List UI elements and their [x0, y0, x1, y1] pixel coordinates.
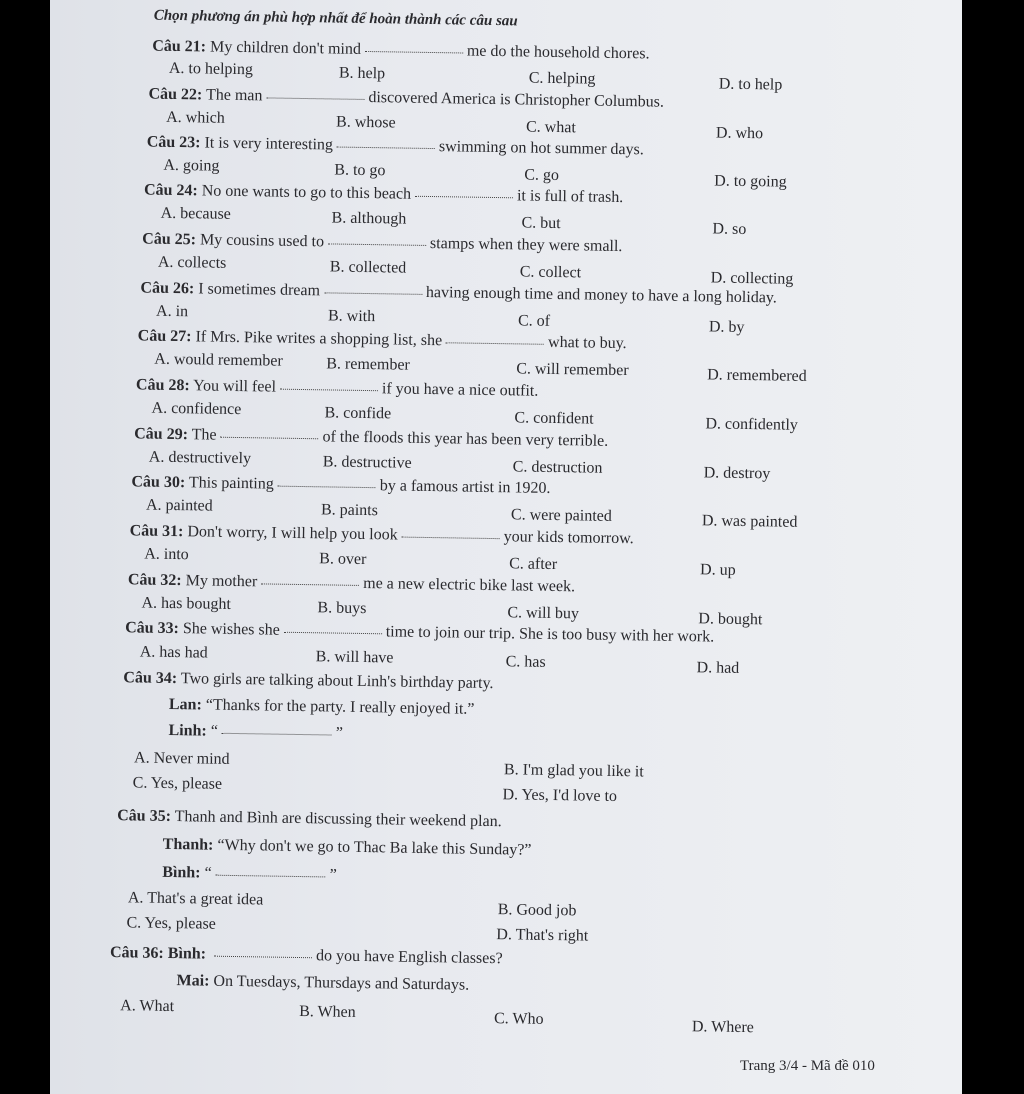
option-b: B. confide — [324, 404, 392, 423]
option-b: B. whose — [335, 113, 396, 132]
option-a: A. destructively — [148, 448, 252, 468]
question-28: Câu 28: You will feel if you have a nice outfit. — [135, 376, 539, 400]
option-a: A. painted — [145, 496, 213, 515]
option-c: C. confident — [514, 409, 594, 428]
answer-blank — [284, 631, 382, 635]
option-a: A. confidence — [151, 399, 242, 419]
question-21: Câu 21: My children don't mind me do the household chores. — [152, 37, 650, 63]
option-d: D. remembered — [707, 366, 807, 385]
dialogue-line: Bình: “ ” — [162, 863, 337, 884]
option-b: B. Good job — [497, 901, 577, 920]
question-31: Câu 31: Don't worry, I will help you look your kids tomorrow. — [129, 522, 634, 548]
answer-blank — [221, 436, 319, 440]
option-d: D. bought — [698, 610, 763, 629]
option-d: D. up — [699, 561, 736, 579]
page-content — [50, 0, 962, 1094]
option-d: D. to help — [718, 75, 783, 94]
option-c: C. Yes, please — [132, 774, 223, 793]
option-a: A. would remember — [154, 350, 283, 370]
question-25: Câu 25: My cousins used to stamps when they were small. — [142, 230, 623, 256]
option-b: B. paints — [320, 501, 379, 520]
option-d: D. by — [708, 318, 745, 336]
answer-blank — [415, 195, 513, 199]
option-a: A. in — [155, 302, 189, 321]
question-33: Câu 33: She wishes she time to join our trip. She is too busy with her work. — [125, 619, 715, 646]
option-d: D. to going — [714, 172, 787, 191]
exam-paper — [50, 0, 962, 1094]
question-26: Câu 26: I sometimes dream having enough time and money to have a long holiday. — [140, 279, 777, 307]
question-22: Câu 22: The man discovered America is Christopher Columbus. — [148, 85, 665, 111]
question-35: Câu 35: Thanh and Bình are discussing their weekend plan. — [117, 807, 502, 831]
question-30: Câu 30: This painting by a famous artist in 1920. — [131, 473, 551, 497]
option-b: B. to go — [334, 161, 386, 180]
option-b: B. collected — [329, 258, 407, 277]
answer-blank — [278, 485, 376, 489]
option-a: A. has had — [139, 643, 208, 662]
dialogue-line: Lan: “Thanks for the party. I really enjoyed it.” — [168, 695, 475, 718]
option-a: A. What — [120, 997, 175, 1016]
option-c: C. will remember — [516, 360, 629, 380]
option-c: C. collect — [519, 263, 582, 282]
answer-blank — [324, 291, 422, 295]
option-a: A. collects — [157, 253, 227, 272]
answer-blank — [214, 955, 312, 959]
option-d: D. had — [696, 659, 740, 677]
answer-blank — [216, 874, 326, 878]
option-a: A. because — [160, 204, 231, 223]
option-d: D. was painted — [701, 512, 798, 531]
option-c: C. of — [517, 312, 551, 330]
option-b: B. help — [338, 64, 386, 83]
option-c: C. what — [525, 118, 576, 137]
option-c: C. will buy — [507, 604, 580, 623]
option-b: B. will have — [315, 648, 394, 667]
option-b: B. I'm glad you like it — [503, 761, 644, 781]
question-36: Câu 36: Bình: do you have English classes? — [109, 944, 503, 968]
option-c: C. destruction — [512, 458, 603, 477]
answer-blank — [446, 341, 544, 345]
answer-blank — [337, 146, 435, 150]
option-c: C. helping — [528, 69, 596, 88]
question-29: Câu 29: The of the floods this year has been very terrible. — [134, 425, 609, 450]
option-c: C. has — [505, 653, 546, 671]
dialogue-line: Linh: “ ” — [168, 721, 344, 742]
option-a: A. has bought — [141, 594, 231, 613]
option-d: D. Where — [691, 1018, 754, 1037]
answer-blank — [261, 582, 359, 586]
answer-blank — [402, 536, 500, 540]
option-c: C. Yes, please — [126, 914, 216, 933]
page-footer: Trang 3/4 - Mã đề 010 — [740, 1058, 875, 1074]
option-a: A. Never mind — [133, 749, 230, 768]
section-heading: Chọn phương án phù hợp nhất để hoàn thành các câu sau — [153, 7, 518, 30]
question-27: Câu 27: If Mrs. Pike writes a shopping list, she what to buy. — [137, 327, 627, 353]
option-a: A. which — [166, 108, 225, 127]
answer-blank — [365, 50, 463, 54]
option-a: A. That's a great idea — [127, 889, 264, 909]
answer-blank — [222, 732, 332, 736]
option-c: C. Who — [493, 1010, 544, 1028]
option-d: D. collecting — [710, 269, 794, 288]
option-d: D. destroy — [703, 464, 771, 483]
option-b: B. with — [327, 307, 376, 326]
option-c: C. go — [524, 166, 560, 185]
option-b: B. When — [299, 1003, 356, 1021]
option-b: B. remember — [326, 355, 410, 374]
answer-blank — [280, 388, 378, 392]
option-b: B. over — [319, 550, 367, 569]
option-b: B. buys — [317, 599, 367, 618]
option-b: B. although — [331, 209, 407, 228]
option-c: C. after — [509, 555, 558, 574]
option-a: A. going — [163, 156, 220, 175]
option-a: A. into — [144, 545, 189, 564]
question-24: Câu 24: No one wants to go to this beach it is full of trash. — [143, 181, 624, 207]
option-c: C. were painted — [510, 506, 612, 525]
option-d: D. That's right — [496, 926, 589, 945]
option-d: D. so — [712, 220, 747, 238]
dialogue-line: Mai: On Tuesdays, Thursdays and Saturdays. — [176, 972, 470, 994]
answer-blank — [266, 96, 364, 100]
option-d: D. who — [715, 124, 764, 143]
dialogue-line: Thanh: “Why don't we go to Thac Ba lake this Sunday?” — [162, 835, 532, 859]
answer-blank — [328, 242, 426, 246]
question-23: Câu 23: It is very interesting swimming on hot summer days. — [146, 133, 644, 159]
option-b: B. destructive — [322, 453, 412, 472]
option-a: A. to helping — [168, 59, 254, 79]
option-d: D. confidently — [705, 415, 798, 434]
question-34: Câu 34: Two girls are talking about Linh's birthday party. — [123, 669, 494, 693]
question-32: Câu 32: My mother me a new electric bike last week. — [127, 571, 576, 596]
option-d: D. Yes, I'd love to — [502, 786, 618, 806]
option-c: C. but — [521, 214, 561, 233]
